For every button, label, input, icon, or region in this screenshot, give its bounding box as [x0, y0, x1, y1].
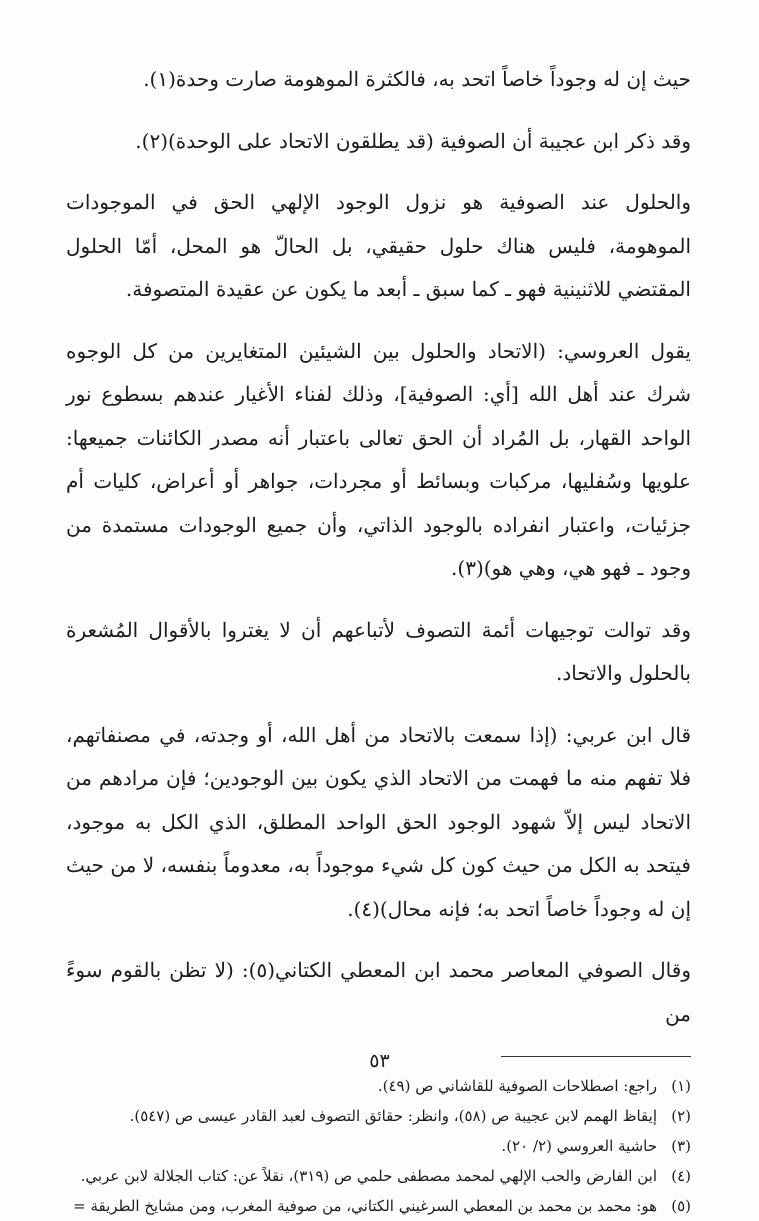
page-number: ٥٣: [369, 1050, 390, 1072]
footnote: [66, 1131, 691, 1161]
paragraph-2: وقد ذكر ابن عجيبة أن الصوفية (قد يطلقون الاتحاد على الوحدة)(٢).: [135, 128, 691, 153]
footnote: [66, 1161, 691, 1191]
footnote-text: إيقاظ الهمم لابن عجيبة ص (٥٨)، وانظر: حقائق التصوف لعبد القادر عيسى ص (٥٤٧).: [129, 1107, 657, 1125]
footnote-text: هو: محمد بن محمد بن المعطي السرغيني الكتاني، من صوفية المغرب، ومن مشايخ الطريقة =: [73, 1197, 657, 1215]
footnote-number: (٥): [671, 1197, 691, 1215]
paragraph-1: حيث إن له وجوداً خاصاً اتحد به، فالكثرة الموهومة صارت وحدة(١).: [143, 67, 691, 91]
footnotes: [66, 1071, 691, 1221]
main-text: [66, 58, 691, 1036]
footnote-number: (٣): [671, 1137, 691, 1155]
footnote-number: (١): [671, 1077, 691, 1095]
paragraph-6: قال ابن عربي: (إذا سمعت بالاتحاد من أهل الله، أو وجدته، في مصنفاتهم، فلا تفهم منه ما فهمت من الاتحاد الذي يكون بين الوجودين؛ فإن مرادهم من الاتحاد ليس إلاّ شهود الوجود الحق الواحد المطلق، الذي الكل به موجود، فيتحد به الكل من حيث كون كل شيء موجوداً به، معدوماً بنفسه، لا من حيث إن له وجوداً خاصاً اتحد به؛ فإنه محال)(٤).: [66, 722, 691, 921]
paragraph-3: والحلول عند الصوفية هو نزول الوجود الإلهي الحق في الموجودات الموهومة، فليس هناك حلول حقيقي، بل الحالّ هو المحل، أمّا الحلول المقتضي للاثنينية فهو ـ كما سبق ـ أبعد ما يكون عن عقيدة المتصوفة.: [66, 190, 691, 301]
paragraph-4: يقول العروسي: (الاتحاد والحلول بين الشيئين المتغايرين من كل الوجوه شرك عند أهل الله [أي: الصوفية]، وذلك لفناء الأغيار عندهم بسطوع نور الواحد القهار، بل المُراد أن الحق تعالى باعتبار أنه مصدر الكائنات جميعها: علويها وسُفليها، مركبات وبسائط أو مجردات، جواهر أو أعراض، كليات أم جزئيات، واعتبار انفراده بالوجود الذاتي، وأن جميع الوجودات مستمدة من وجود ـ فهو هي، وهي هو)(٣).: [66, 338, 691, 580]
footnote-number: (٢): [671, 1107, 691, 1125]
footnote-text: ابن الفارض والحب الإلهي لمحمد مصطفى حلمي ص (٣١٩)، نقلاً عن: كتاب الجلالة لابن عربي.: [80, 1167, 657, 1185]
footnote-number: (٤): [671, 1167, 691, 1185]
paragraph-7: وقال الصوفي المعاصر محمد ابن المعطي الكتاني(٥): (لا تظن بالقوم سوءً من: [66, 958, 691, 1026]
footnote: [66, 1191, 691, 1221]
paragraph-5: وقد توالت توجيهات أئمة التصوف لأتباعهم أن لا يغتروا بالأقوال المُشعرة بالحلول والاتحاد.: [66, 617, 691, 685]
footnote-text: راجع: اصطلاحات الصوفية للقاشاني ص (٤٩).: [377, 1077, 657, 1095]
footnote-text: حاشية العروسي (٢/ ٢٠).: [501, 1137, 657, 1155]
footnote: [66, 1101, 691, 1131]
footnote: [66, 1071, 691, 1101]
